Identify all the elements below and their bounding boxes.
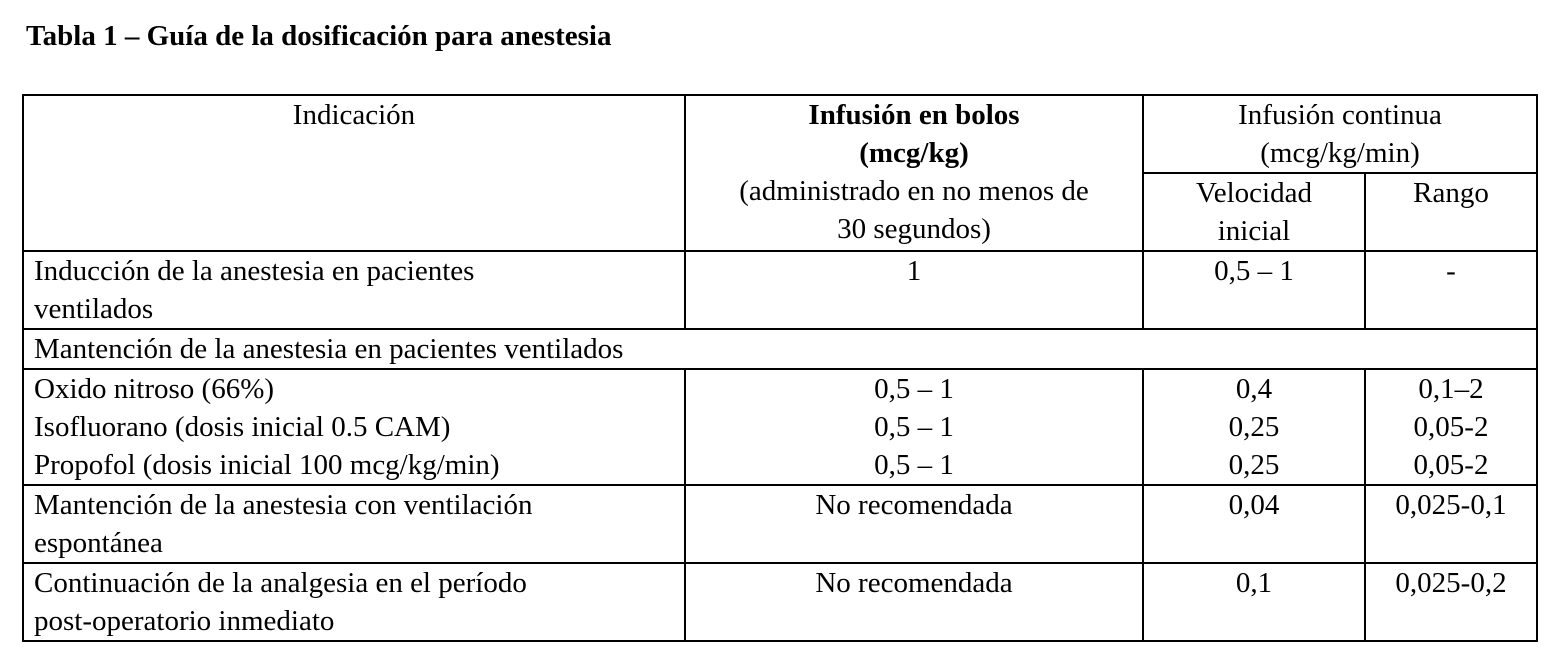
table-row (23, 251, 1537, 329)
header-bolus-line1: Infusión en bolos (808, 99, 1020, 131)
cell-bolus: No recomendada (685, 485, 1143, 563)
spontaneous-indication-line1: Mantención de la anestesia con ventilación (34, 489, 533, 521)
header-range-label: Rango (1413, 177, 1489, 209)
maintenance-item-bolus: 0,5 – 1 (874, 449, 954, 481)
header-continuous-line1: Infusión continua (1238, 99, 1442, 131)
header-indication (23, 95, 685, 251)
cell-indication (23, 485, 685, 563)
maintenance-item-initial-rate: 0,4 (1235, 373, 1273, 405)
postop-indication-line2: post-operatorio inmediato (34, 605, 335, 637)
header-bolus (685, 95, 1143, 251)
table-row (23, 563, 1537, 641)
cell-range: - (1365, 251, 1537, 329)
maintenance-item-range: 0,05-2 (1413, 449, 1489, 481)
postop-indication-line1: Continuación de la analgesia en el período (34, 567, 527, 599)
cell-bolus: No recomendada (685, 563, 1143, 641)
header-bolus-note-line2: 30 segundos) (837, 213, 991, 245)
cell-initial-rate: 0,1 (1143, 563, 1365, 641)
cell-range: 0,025-0,1 (1365, 485, 1537, 563)
cell-indication (23, 369, 685, 485)
cell-range (1365, 369, 1537, 485)
maintenance-item-initial-rate: 0,25 (1228, 449, 1280, 481)
cell-initial-rate (1143, 369, 1365, 485)
cell-initial-rate: 0,04 (1143, 485, 1365, 563)
cell-indication (23, 251, 685, 329)
header-initial-rate (1143, 173, 1365, 251)
table-row-section (23, 329, 1537, 369)
cell-bolus: 1 (685, 251, 1143, 329)
induction-indication-line1: Inducción de la anestesia en pacientes (34, 255, 475, 287)
spontaneous-indication-line2: espontánea (34, 527, 163, 559)
header-initial-rate-line2: inicial (1217, 215, 1291, 247)
cell-range: 0,025-0,2 (1365, 563, 1537, 641)
table-row (23, 369, 1537, 485)
maintenance-item-range: 0,1–2 (1418, 373, 1484, 405)
header-initial-rate-line1: Velocidad (1196, 177, 1312, 209)
header-continuous-line2: (mcg/kg/min) (1260, 137, 1420, 169)
table-row (23, 485, 1537, 563)
cell-bolus (685, 369, 1143, 485)
header-bolus-line2: (mcg/kg) (859, 137, 969, 169)
maintenance-item-initial-rate: 0,25 (1228, 411, 1280, 443)
maintenance-section-label: Mantención de la anestesia en pacientes ventilados (23, 329, 1537, 369)
maintenance-item-range: 0,05-2 (1413, 411, 1489, 443)
header-continuous (1143, 95, 1537, 173)
header-range (1365, 173, 1537, 251)
table-title: Tabla 1 – Guía de la dosificación para anestesia (26, 20, 612, 52)
maintenance-item-indication: Oxido nitroso (66%) (34, 373, 275, 405)
header-indication-label: Indicación (292, 99, 416, 131)
header-bolus-note-line1: (administrado en no menos de (739, 175, 1089, 207)
dosage-table (22, 94, 1538, 642)
cell-initial-rate: 0,5 – 1 (1143, 251, 1365, 329)
maintenance-item-bolus: 0,5 – 1 (874, 373, 954, 405)
induction-indication-line2: ventilados (34, 293, 154, 325)
cell-indication (23, 563, 685, 641)
maintenance-item-indication: Isofluorano (dosis inicial 0.5 CAM) (34, 411, 451, 443)
header-row-1 (23, 95, 1537, 173)
maintenance-item-indication: Propofol (dosis inicial 100 mcg/kg/min) (34, 449, 500, 481)
maintenance-item-bolus: 0,5 – 1 (874, 411, 954, 443)
